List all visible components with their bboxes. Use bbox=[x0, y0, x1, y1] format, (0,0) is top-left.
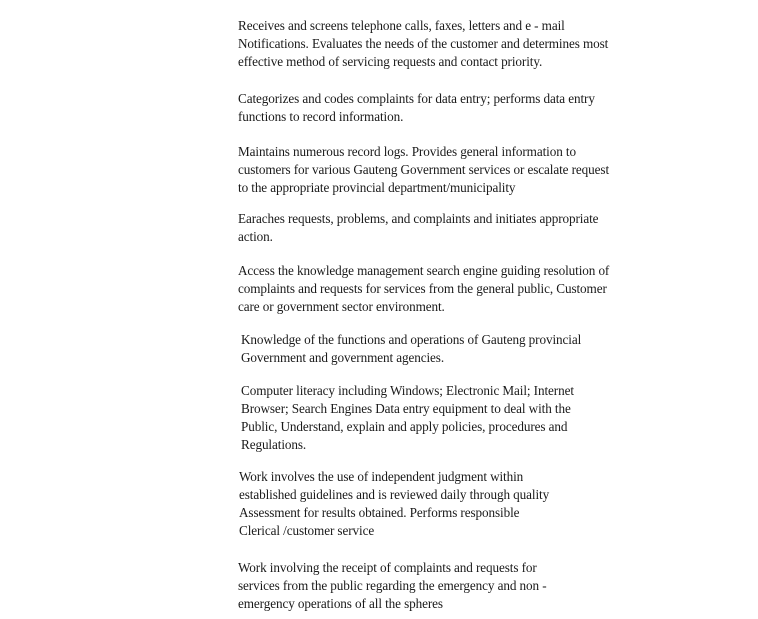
text-line: Maintains numerous record logs. Provides general information to bbox=[238, 144, 576, 159]
text-line: Earaches requests, problems, and complaints and initiates appropriate bbox=[238, 211, 599, 226]
text-line: established guidelines and is reviewed daily through quality bbox=[239, 487, 550, 502]
text-line: complaints and requests for services from the general public, Customer bbox=[238, 281, 607, 296]
duties-paragraph-call-screening bbox=[238, 17, 608, 71]
duties-paragraph-record-logs bbox=[238, 143, 609, 197]
text-line: functions to record information. bbox=[238, 109, 404, 124]
text-line: Receives and screens telephone calls, faxes, letters and e - mail bbox=[238, 18, 565, 33]
text-line: Clerical /customer service bbox=[239, 523, 375, 538]
text-line: Government and government agencies. bbox=[241, 350, 445, 365]
requirements-paragraph-computer-literacy bbox=[241, 382, 574, 454]
text-line: Regulations. bbox=[241, 437, 307, 452]
text-line: services from the public regarding the emergency and non - bbox=[238, 578, 547, 593]
text-line: Access the knowledge management search engine guiding resolution of bbox=[238, 263, 610, 278]
text-line: emergency operations of all the spheres bbox=[238, 596, 443, 611]
text-line: Work involves the use of independent judgment within bbox=[239, 469, 524, 484]
text-line: care or government sector environment. bbox=[238, 299, 445, 314]
text-line: customers for various Gauteng Government services or escalate request bbox=[238, 162, 610, 177]
text-line: Notifications. Evaluates the needs of the customer and determines most bbox=[238, 36, 609, 51]
requirements-paragraph-complaint-receipt bbox=[238, 559, 547, 613]
text-line: action. bbox=[238, 229, 273, 244]
duties-paragraph-requests-action bbox=[238, 210, 598, 246]
text-line: Work involving the receipt of complaints and requests for bbox=[238, 560, 537, 575]
requirements-paragraph-government-knowledge bbox=[241, 331, 581, 367]
duties-paragraph-knowledge-search bbox=[238, 262, 609, 316]
text-line: Browser; Search Engines Data entry equipment to deal with the bbox=[241, 401, 571, 416]
duties-paragraph-complaint-coding bbox=[238, 90, 595, 126]
text-line: Computer literacy including Windows; Electronic Mail; Internet bbox=[241, 383, 574, 398]
text-line: Public, Understand, explain and apply policies, procedures and bbox=[241, 419, 568, 434]
text-line: Categorizes and codes complaints for data entry; performs data entry bbox=[238, 91, 595, 106]
text-line: effective method of servicing requests and contact priority. bbox=[238, 54, 543, 69]
text-line: Assessment for results obtained. Performs responsible bbox=[239, 505, 520, 520]
text-line: to the appropriate provincial department/municipality bbox=[238, 180, 516, 195]
text-line: Knowledge of the functions and operations of Gauteng provincial bbox=[241, 332, 582, 347]
requirements-paragraph-independent-judgment bbox=[239, 468, 549, 540]
